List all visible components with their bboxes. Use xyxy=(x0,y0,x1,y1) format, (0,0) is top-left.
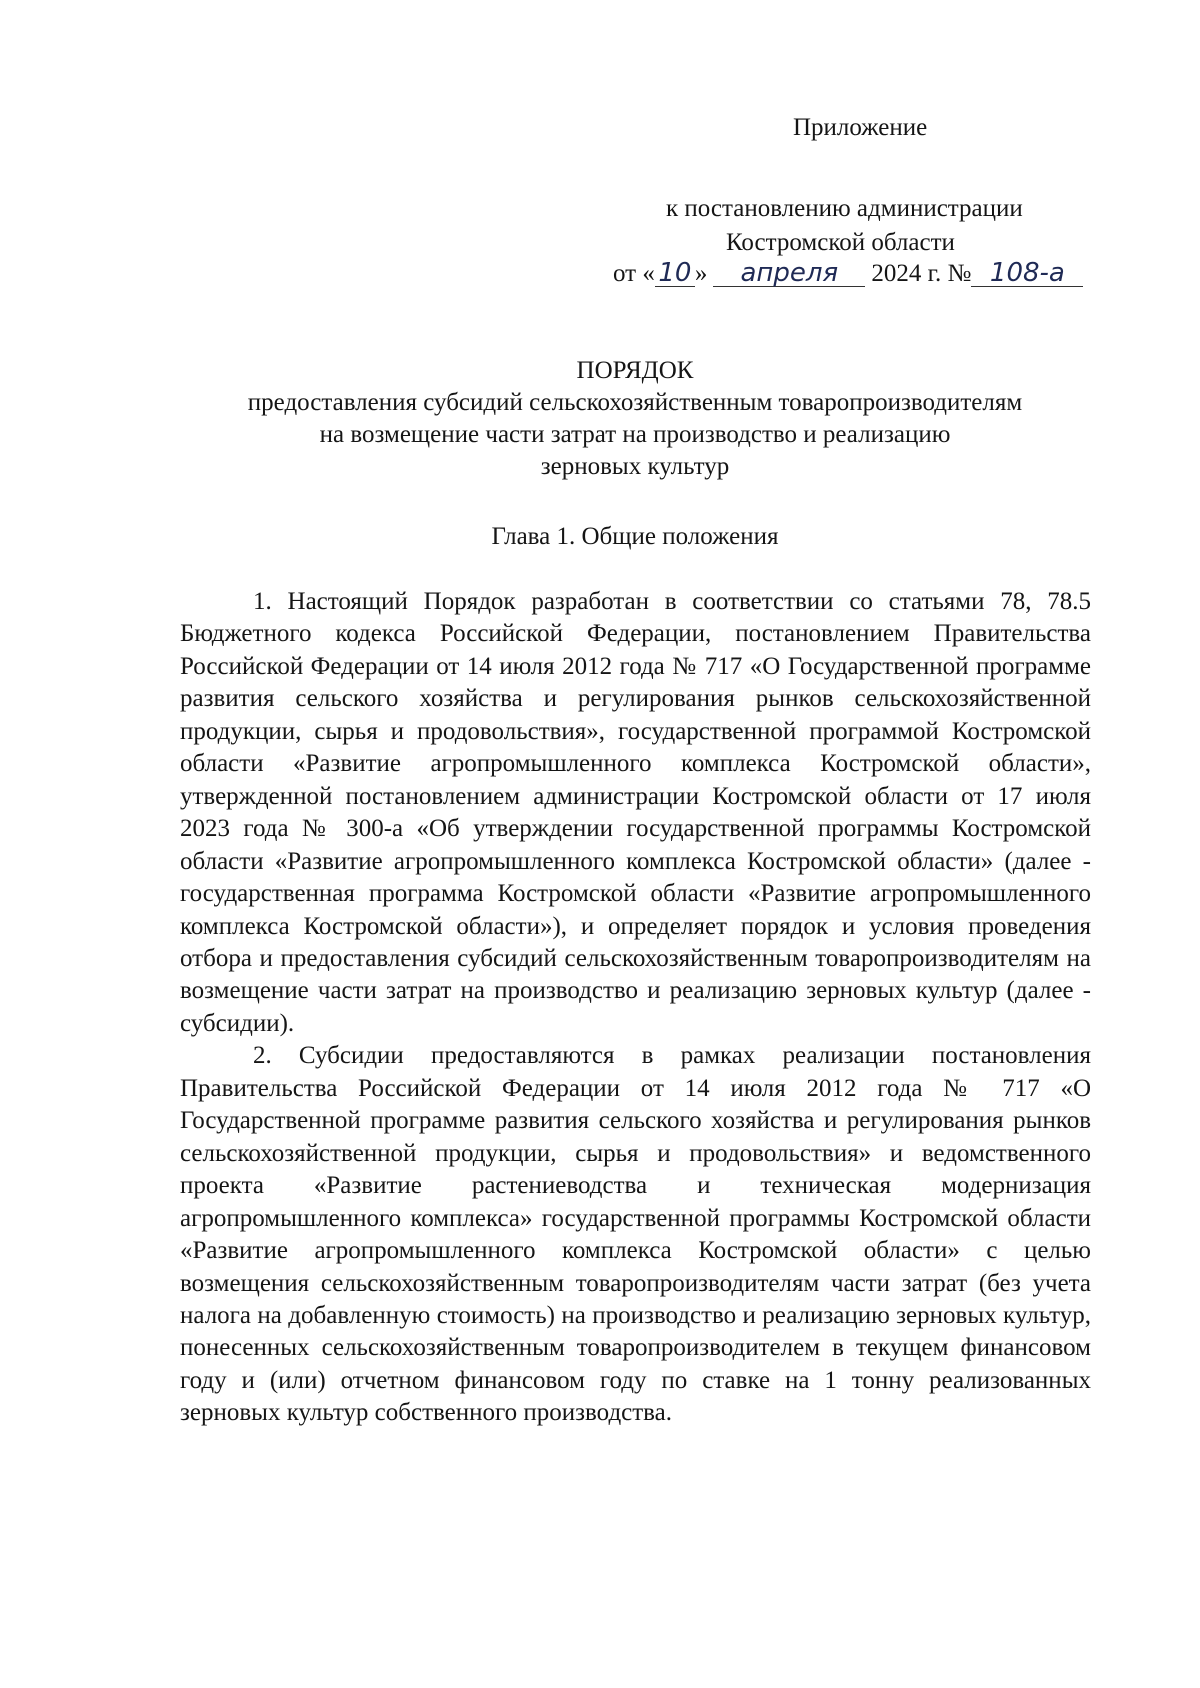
title-heading: ПОРЯДОК xyxy=(576,357,694,384)
handwritten-number: 108-а xyxy=(971,260,1083,287)
date-year: 2024 г. № xyxy=(871,260,972,287)
chapter-heading: Глава 1. Общие положения xyxy=(491,523,779,550)
appendix-line-region: Костромской области xyxy=(726,229,955,256)
date-prefix: от « xyxy=(613,260,655,287)
handwritten-day: 10 xyxy=(655,260,695,287)
appendix-line-resolution: к постановлению администрации xyxy=(666,195,1023,222)
document-body xyxy=(180,586,1091,1430)
appendix-label: Приложение xyxy=(793,114,928,141)
date-quote-close: » xyxy=(694,260,708,287)
handwritten-month: апреля xyxy=(713,260,865,287)
paragraph-2: 2. Субсидии предоставляются в рамках реализации постановления Правительства Российской Федерации от 14 июля 2012 года № 717 «О Государственной программе развития сельского хозяйства и регулирования рынков сельскохозяйственной продукции, сырья и продовольствия» и ведомственного проекта «Развитие растениеводства и техническая модернизация агропромышленного комплекса» государственной программы Костромской области «Развитие агропромышленного комплекса Костромской области» с целью возмещения сельскохозяйственным товаропроизводителям части затрат (без учета налога на добавленную стоимость) на производство и реализацию зерновых культур, понесенных сельскохозяйственным товаропроизводителем в текущем финансовом году и (или) отчетном финансовом году по ставке на 1 тонну реализованных зерновых культур собственного производства. xyxy=(180,1042,1091,1427)
appendix-date-line xyxy=(613,258,1083,290)
paragraph-1: 1. Настоящий Порядок разработан в соответствии со статьями 78, 78.5 Бюджетного кодекса Российской Федерации, постановлением Правительства Российской Федерации от 14 июля 2012 года № 717 «О Государственной программе развития сельского хозяйства и регулирования рынков сельскохозяйственной продукции, сырья и продовольствия», государственной программой Костромской области «Развитие агропромышленного комплекса Костромской области», утвержденной постановлением администрации Костромской области от 17 июля 2023 года № 300-а «Об утверждении государственной программы Костромской области «Развитие агропромышленного комплекса Костромской области» (далее - государственная программа Костромской области «Развитие агропромышленного комплекса Костромской области»), и определяет порядок и условия проведения отбора и предоставления субсидий сельскохозяйственным товаропроизводителям на возмещение части затрат на производство и реализацию зерновых культур (далее - субсидии). xyxy=(180,588,1091,1037)
title-line-2: на возмещение части затрат на производство и реализацию xyxy=(319,421,951,448)
title-line-3: зерновых культур xyxy=(540,453,730,480)
document-title xyxy=(180,355,1090,483)
title-line-1: предоставления субсидий сельскохозяйственным товаропроизводителям xyxy=(247,389,1023,416)
